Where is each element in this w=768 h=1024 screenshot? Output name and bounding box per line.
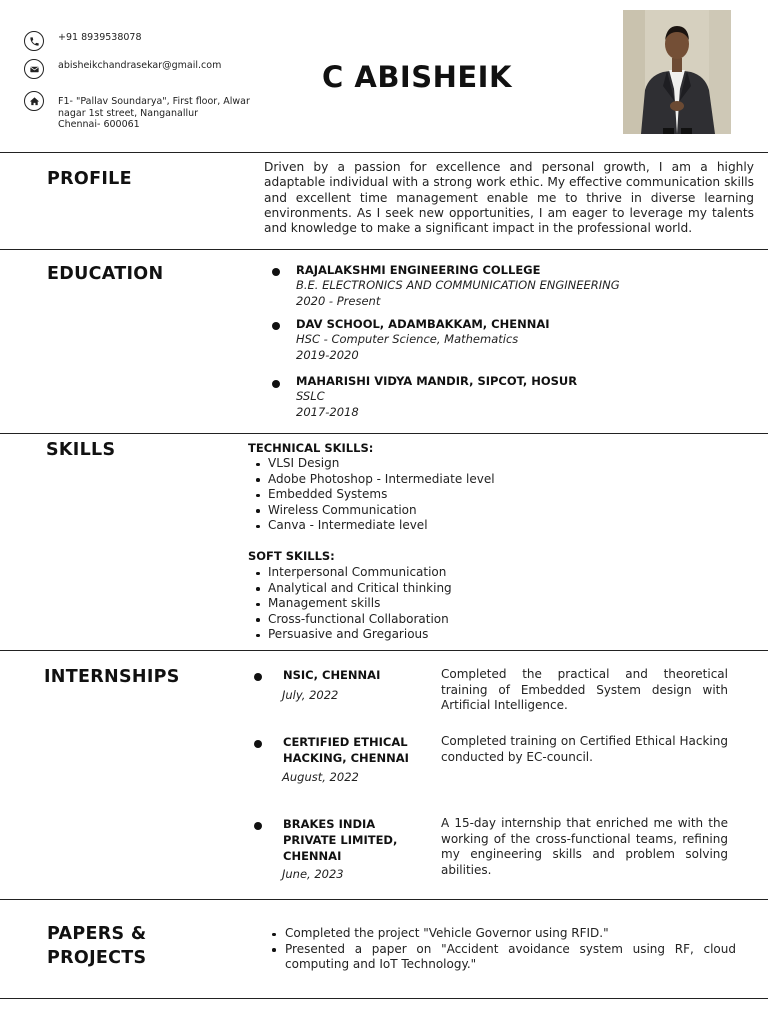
profile-summary: Driven by a passion for excellence and personal growth, I am a highly adaptable individual with a strong work ethic. My effective communication skills and excellent time management enable me to thrive in diverse learning environments. As I seek new opportunities, I am eager to leverage my talents and knowledge to make a significant impact in the professional world. xyxy=(264,160,754,236)
company-line: PRIVATE LIMITED, xyxy=(283,833,398,847)
internship-company xyxy=(283,667,423,683)
papers-heading xyxy=(47,922,146,970)
profile-heading: PROFILE xyxy=(47,169,132,189)
list-item: VLSI Design xyxy=(256,456,495,472)
education-item xyxy=(296,317,550,363)
contact-phone xyxy=(24,31,142,51)
email-address[interactable]: abisheikchandrasekar@gmail.com xyxy=(58,60,222,71)
school-name: MAHARISHI VIDYA MANDIR, SIPCOT, HOSUR xyxy=(296,374,578,388)
internship-date: August, 2022 xyxy=(282,770,359,784)
section-divider xyxy=(0,433,768,434)
course-name: HSC - Computer Science, Mathematics xyxy=(296,332,519,346)
section-divider xyxy=(0,899,768,900)
bullet-icon xyxy=(254,740,262,748)
home-icon xyxy=(24,91,44,111)
list-item: Presented a paper on "Accident avoidance system using RF, cloud computing and IoT Technology." xyxy=(272,942,736,973)
list-item: Embedded Systems xyxy=(256,487,495,503)
papers-heading-line: PROJECTS xyxy=(47,948,147,968)
candidate-name: C ABISHEIK xyxy=(322,60,512,94)
company-line: BRAKES INDIA xyxy=(283,817,376,831)
bullet-icon xyxy=(254,673,262,681)
address-line: nagar 1st street, Nanganallur xyxy=(58,107,199,119)
internships-heading: INTERNSHIPS xyxy=(44,667,180,687)
education-years: 2017-2018 xyxy=(296,404,359,419)
papers-list xyxy=(272,926,736,973)
internship-company xyxy=(283,734,423,766)
education-item xyxy=(296,263,620,309)
contact-email xyxy=(24,59,221,79)
list-item: Management skills xyxy=(256,596,452,612)
mail-icon xyxy=(24,59,44,79)
bullet-icon xyxy=(272,268,280,276)
company-line: CERTIFIED ETHICAL xyxy=(283,735,408,749)
company-line: NSIC, CHENNAI xyxy=(283,668,381,682)
address-line: F1- "Pallav Soundarya", First floor, Alwar xyxy=(58,96,250,107)
section-divider xyxy=(0,249,768,250)
list-item: Cross-functional Collaboration xyxy=(256,612,452,628)
internship-date: June, 2023 xyxy=(282,867,344,881)
bullet-icon xyxy=(272,380,280,388)
list-item: Canva - Intermediate level xyxy=(256,518,495,534)
internship-description: Completed the practical and theoretical training of Embedded System design with Artificial Intelligence. xyxy=(441,667,728,712)
list-item: Persuasive and Gregarious xyxy=(256,627,452,643)
education-years: 2019-2020 xyxy=(296,347,359,362)
address-line: Chennai- 600061 xyxy=(58,119,140,130)
course-name: SSLC xyxy=(296,389,325,403)
soft-skills-heading: SOFT SKILLS: xyxy=(248,549,335,563)
section-divider xyxy=(0,152,768,153)
education-years: 2020 - Present xyxy=(296,293,381,308)
skills-heading: SKILLS xyxy=(46,440,116,460)
technical-skills-list xyxy=(256,456,495,534)
list-item: Completed the project "Vehicle Governor using RFID." xyxy=(272,926,736,942)
phone-icon xyxy=(24,31,44,51)
list-item: Wireless Communication xyxy=(256,503,495,519)
contact-address xyxy=(24,91,250,131)
bullet-icon xyxy=(254,822,262,830)
list-item: Analytical and Critical thinking xyxy=(256,581,452,597)
section-divider xyxy=(0,650,768,651)
school-name: RAJALAKSHMI ENGINEERING COLLEGE xyxy=(296,263,541,277)
profile-photo xyxy=(623,10,731,134)
internship-company xyxy=(283,816,423,864)
bullet-icon xyxy=(272,322,280,330)
internship-description: Completed training on Certified Ethical Hacking conducted by EC-council. xyxy=(441,734,728,764)
section-divider xyxy=(0,998,768,999)
list-item: Adobe Photoshop - Intermediate level xyxy=(256,472,495,488)
soft-skills-list xyxy=(256,565,452,643)
course-name: B.E. ELECTRONICS AND COMMUNICATION ENGINEERING xyxy=(296,278,620,292)
education-heading: EDUCATION xyxy=(47,264,164,284)
school-name: DAV SCHOOL, ADAMBAKKAM, CHENNAI xyxy=(296,317,550,331)
company-line: HACKING, CHENNAI xyxy=(283,751,409,765)
list-item: Interpersonal Communication xyxy=(256,565,452,581)
phone-number: +91 8939538078 xyxy=(58,32,142,43)
internship-description: A 15-day internship that enriched me with the working of the cross-functional teams, refining my engineering skills and problem solving abilities. xyxy=(441,816,728,877)
education-item xyxy=(296,374,577,420)
internship-date: July, 2022 xyxy=(282,688,339,702)
papers-heading-line: PAPERS & xyxy=(47,924,147,944)
address xyxy=(58,96,250,131)
company-line: CHENNAI xyxy=(283,849,342,863)
technical-skills-heading: TECHNICAL SKILLS: xyxy=(248,441,374,455)
